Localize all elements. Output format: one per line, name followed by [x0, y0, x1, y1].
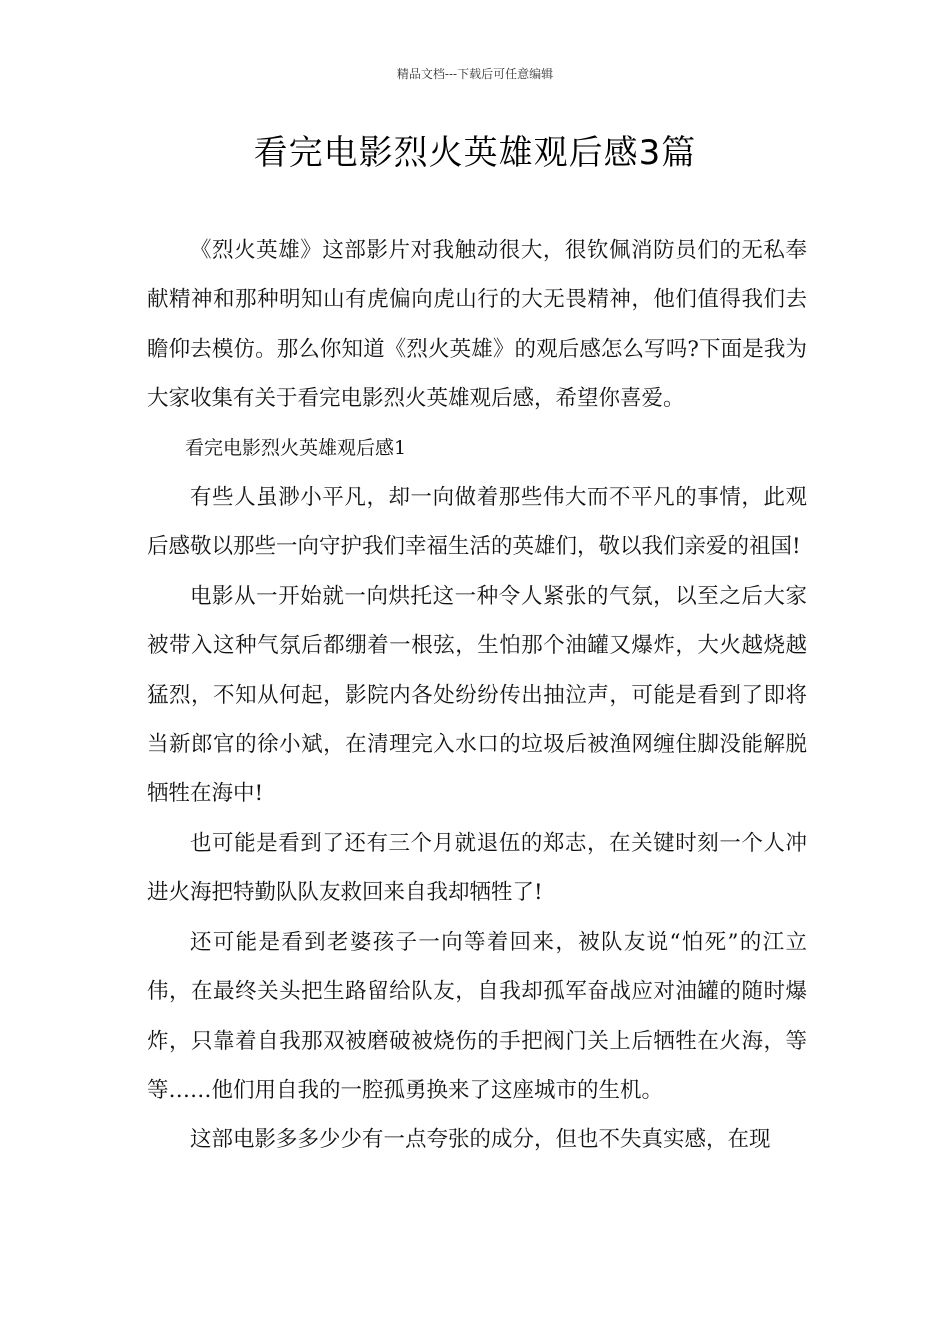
intro-paragraph: 《烈火英雄》这部影片对我触动很大，很钦佩消防员们的无私奉献精神和那种明知山有虎偏向虎山行的大无畏精神，他们值得我们去瞻仰去模仿。那么你知道《烈火英雄》的观后感怎么写吗?下面是我为大家收集有关于看完电影烈火英雄观后感，希望你喜爱。	[147, 238, 807, 412]
document-title: 看完电影烈火英雄观后感3篇	[253, 133, 697, 173]
header-note: 精品文档---下载后可任意编辑	[396, 67, 554, 81]
body-paragraph: 还可能是看到老婆孩子一向等着回来，被队友说“怕死”的江立伟，在最终关头把生路留给队友，自我却孤军奋战应对油罐的随时爆炸，只靠着自我那双被磨破被烧伤的手把阀门关上后牺牲在火海，等等……他们用自我的一腔孤勇换来了这座城市的生机。	[147, 929, 807, 1103]
body-paragraph: 电影从一开始就一向烘托这一种令人紧张的气氛，以至之后大家被带入这种气氛后都绷着一根弦，生怕那个油罐又爆炸，大火越烧越猛烈，不知从何起，影院内各处纷纷传出抽泣声，可能是看到了即将当新郎官的徐小斌，在清理完入水口的垃圾后被渔网缠住脚没能解脱牺牲在海中!	[147, 583, 807, 807]
body-paragraph: 有些人虽渺小平凡，却一向做着那些伟大而不平凡的事情，此观后感敬以那些一向守护我们幸福生活的英雄们，敬以我们亲爱的祖国!	[147, 485, 807, 560]
section-heading: 看完电影烈火英雄观后感1	[185, 436, 407, 459]
document-body	[147, 226, 807, 1165]
body-paragraph: 这部电影多多少少有一点夸张的成分，但也不失真实感，在现	[190, 1127, 771, 1153]
body-paragraph: 也可能是看到了还有三个月就退伍的郑志，在关键时刻一个人冲进火海把特勤队队友救回来自我却牺牲了!	[147, 830, 807, 906]
